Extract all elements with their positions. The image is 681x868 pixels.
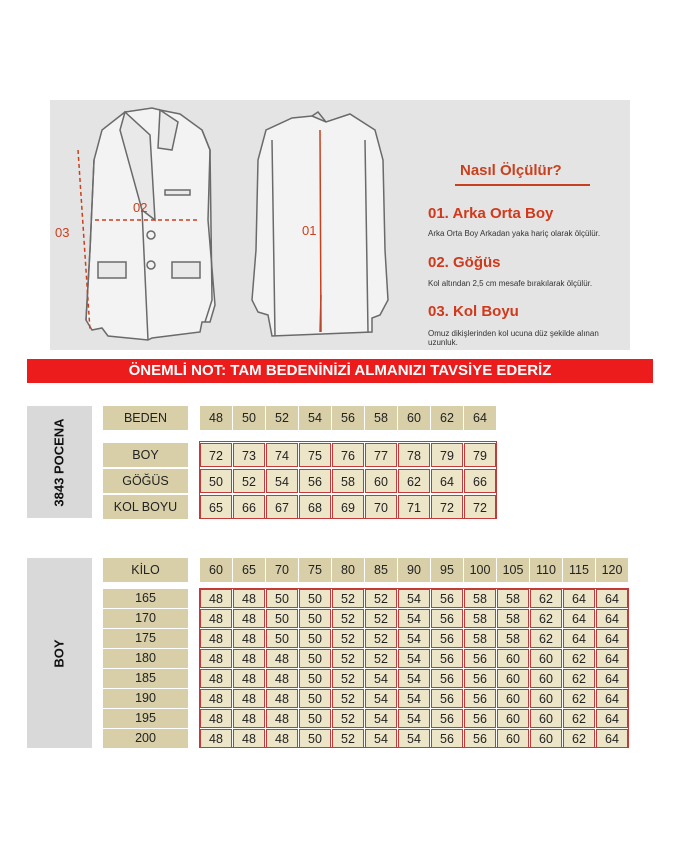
size-cell: 54 bbox=[365, 669, 397, 688]
size-cell: 52 bbox=[332, 689, 364, 708]
weight-header-cell: 90 bbox=[398, 558, 430, 582]
size-cell: 54 bbox=[365, 689, 397, 708]
row-label: BOY bbox=[103, 443, 188, 467]
size-cell: 60 bbox=[497, 729, 529, 748]
step-2-desc: Kol altından 2,5 cm mesafe bırakılarak ölçülür. bbox=[428, 279, 593, 288]
size-cell: 48 bbox=[266, 689, 298, 708]
value-cell: 67 bbox=[266, 495, 298, 519]
weight-header-cell: 65 bbox=[233, 558, 265, 582]
size-cell: 48 bbox=[233, 589, 265, 608]
height-row-label: 190 bbox=[103, 689, 188, 708]
size-cell: 48 bbox=[266, 669, 298, 688]
size-cell: 52 bbox=[332, 649, 364, 668]
size-cell: 50 bbox=[299, 649, 331, 668]
size-cell: 60 bbox=[497, 689, 529, 708]
step-3-desc: Omuz dikişlerinden kol ucuna düz şekilde alınan uzunluk. bbox=[428, 329, 599, 347]
weight-header-cell: 70 bbox=[266, 558, 298, 582]
value-cell: 74 bbox=[266, 443, 298, 467]
weight-header-cell: 60 bbox=[200, 558, 232, 582]
size-cell: 50 bbox=[299, 589, 331, 608]
size-cell: 48 bbox=[233, 729, 265, 748]
size-cell: 56 bbox=[431, 709, 463, 728]
size-cell: 56 bbox=[464, 669, 496, 688]
size-cell: 60 bbox=[497, 649, 529, 668]
weight-header-cell: 95 bbox=[431, 558, 463, 582]
product-code-label: 3843 POCENA bbox=[52, 417, 67, 507]
value-cell: 56 bbox=[299, 469, 331, 493]
height-row-label: 180 bbox=[103, 649, 188, 668]
size-cell: 54 bbox=[398, 709, 430, 728]
weight-header-cell: 115 bbox=[563, 558, 595, 582]
weight-header-cell: 75 bbox=[299, 558, 331, 582]
size-cell: 48 bbox=[200, 709, 232, 728]
chest-measure-label: 02 bbox=[133, 200, 148, 215]
value-cell: 72 bbox=[464, 495, 496, 519]
value-cell: 54 bbox=[266, 469, 298, 493]
size-cell: 56 bbox=[431, 589, 463, 608]
size-cell: 52 bbox=[332, 589, 364, 608]
size-cell: 64 bbox=[596, 689, 628, 708]
value-cell: 71 bbox=[398, 495, 430, 519]
value-cell: 75 bbox=[299, 443, 331, 467]
size-cell: 60 bbox=[530, 709, 562, 728]
size-cell: 50 bbox=[266, 589, 298, 608]
size-cell: 54 bbox=[365, 709, 397, 728]
how-to-measure-title: Nasıl Ölçülür? bbox=[460, 162, 562, 179]
value-cell: 60 bbox=[365, 469, 397, 493]
size-cell: 56 bbox=[431, 689, 463, 708]
value-cell: 68 bbox=[299, 495, 331, 519]
size-header-cell: 54 bbox=[299, 406, 331, 430]
size-cell: 60 bbox=[497, 709, 529, 728]
size-cell: 48 bbox=[200, 629, 232, 648]
size-header-cell: 52 bbox=[266, 406, 298, 430]
size-cell: 64 bbox=[596, 629, 628, 648]
size-cell: 50 bbox=[299, 669, 331, 688]
size-cell: 64 bbox=[563, 609, 595, 628]
size-cell: 64 bbox=[596, 729, 628, 748]
step-1-title: 01. Arka Orta Boy bbox=[428, 205, 554, 222]
size-cell: 64 bbox=[596, 709, 628, 728]
size-cell: 62 bbox=[563, 669, 595, 688]
size-cell: 62 bbox=[563, 709, 595, 728]
size-cell: 62 bbox=[563, 689, 595, 708]
value-cell: 70 bbox=[365, 495, 397, 519]
size-cell: 48 bbox=[200, 669, 232, 688]
size-cell: 54 bbox=[398, 629, 430, 648]
step-1-desc: Arka Orta Boy Arkadan yaka hariç olarak ölçülür. bbox=[428, 229, 601, 238]
size-cell: 48 bbox=[233, 649, 265, 668]
weight-header-cell: 85 bbox=[365, 558, 397, 582]
size-cell: 56 bbox=[464, 729, 496, 748]
size-cell: 60 bbox=[530, 669, 562, 688]
size-cell: 64 bbox=[596, 669, 628, 688]
size-cell: 56 bbox=[431, 669, 463, 688]
size-cell: 54 bbox=[398, 729, 430, 748]
height-row-label: 175 bbox=[103, 629, 188, 648]
size-cell: 52 bbox=[365, 649, 397, 668]
size-cell: 50 bbox=[299, 629, 331, 648]
important-note: ÖNEMLİ NOT: TAM BEDENİNİZİ ALMANIZI TAVSİYE EDERİZ bbox=[27, 359, 653, 383]
size-cell: 48 bbox=[233, 609, 265, 628]
size-cell: 52 bbox=[365, 609, 397, 628]
size-cell: 60 bbox=[530, 729, 562, 748]
size-cell: 54 bbox=[398, 589, 430, 608]
height-row-label: 170 bbox=[103, 609, 188, 628]
size-header-cell: 56 bbox=[332, 406, 364, 430]
size-cell: 56 bbox=[464, 649, 496, 668]
size-cell: 52 bbox=[365, 589, 397, 608]
value-cell: 76 bbox=[332, 443, 364, 467]
size-cell: 50 bbox=[299, 689, 331, 708]
size-cell: 54 bbox=[365, 729, 397, 748]
size-cell: 48 bbox=[200, 589, 232, 608]
size-cell: 54 bbox=[398, 689, 430, 708]
row-label: KOL BOYU bbox=[103, 495, 188, 519]
weight-header-cell: 105 bbox=[497, 558, 529, 582]
size-header-cell: 48 bbox=[200, 406, 232, 430]
size-cell: 48 bbox=[233, 629, 265, 648]
size-cell: 48 bbox=[266, 649, 298, 668]
size-cell: 52 bbox=[332, 709, 364, 728]
step-2-title: 02. Göğüs bbox=[428, 254, 501, 271]
size-cell: 52 bbox=[332, 669, 364, 688]
jacket-front-drawing bbox=[86, 108, 215, 340]
value-cell: 77 bbox=[365, 443, 397, 467]
value-cell: 79 bbox=[464, 443, 496, 467]
height-row-label: 195 bbox=[103, 709, 188, 728]
beden-header: BEDEN bbox=[103, 406, 188, 430]
size-cell: 64 bbox=[563, 629, 595, 648]
weight-header-cell: 80 bbox=[332, 558, 364, 582]
size-cell: 52 bbox=[365, 629, 397, 648]
size-cell: 60 bbox=[497, 669, 529, 688]
size-header-cell: 62 bbox=[431, 406, 463, 430]
value-cell: 65 bbox=[200, 495, 232, 519]
value-cell: 73 bbox=[233, 443, 265, 467]
weight-header-cell: 120 bbox=[596, 558, 628, 582]
size-cell: 62 bbox=[530, 629, 562, 648]
size-cell: 48 bbox=[266, 709, 298, 728]
size-header-cell: 60 bbox=[398, 406, 430, 430]
size-cell: 58 bbox=[497, 609, 529, 628]
title-underline bbox=[455, 184, 590, 186]
size-cell: 60 bbox=[530, 689, 562, 708]
jacket-illustration bbox=[50, 100, 630, 350]
value-cell: 62 bbox=[398, 469, 430, 493]
size-cell: 64 bbox=[596, 589, 628, 608]
size-cell: 48 bbox=[266, 729, 298, 748]
size-cell: 64 bbox=[563, 589, 595, 608]
value-cell: 72 bbox=[431, 495, 463, 519]
size-cell: 50 bbox=[299, 609, 331, 628]
step-3-title: 03. Kol Boyu bbox=[428, 303, 519, 320]
size-cell: 58 bbox=[464, 609, 496, 628]
size-cell: 56 bbox=[431, 649, 463, 668]
value-cell: 69 bbox=[332, 495, 364, 519]
size-cell: 48 bbox=[200, 609, 232, 628]
weight-header-cell: 100 bbox=[464, 558, 496, 582]
size-cell: 48 bbox=[200, 689, 232, 708]
value-cell: 50 bbox=[200, 469, 232, 493]
size-cell: 52 bbox=[332, 629, 364, 648]
table2-side-label bbox=[27, 558, 92, 748]
size-cell: 52 bbox=[332, 609, 364, 628]
size-cell: 50 bbox=[299, 709, 331, 728]
size-cell: 52 bbox=[332, 729, 364, 748]
back-measure-label: 01 bbox=[302, 223, 317, 238]
value-cell: 72 bbox=[200, 443, 232, 467]
size-cell: 48 bbox=[200, 649, 232, 668]
size-cell: 62 bbox=[530, 589, 562, 608]
size-cell: 58 bbox=[464, 589, 496, 608]
value-cell: 58 bbox=[332, 469, 364, 493]
size-cell: 48 bbox=[233, 689, 265, 708]
size-cell: 54 bbox=[398, 649, 430, 668]
size-cell: 56 bbox=[431, 609, 463, 628]
size-cell: 50 bbox=[266, 609, 298, 628]
height-row-label: 200 bbox=[103, 729, 188, 748]
value-cell: 52 bbox=[233, 469, 265, 493]
arm-measure-label: 03 bbox=[55, 225, 70, 240]
kilo-header: KİLO bbox=[103, 558, 188, 582]
size-cell: 58 bbox=[497, 589, 529, 608]
height-row-label: 185 bbox=[103, 669, 188, 688]
size-cell: 48 bbox=[233, 709, 265, 728]
row-label: GÖĞÜS bbox=[103, 469, 188, 493]
height-row-label: 165 bbox=[103, 589, 188, 608]
table1-side-label bbox=[27, 406, 92, 518]
size-cell: 62 bbox=[530, 609, 562, 628]
size-cell: 56 bbox=[464, 689, 496, 708]
size-cell: 60 bbox=[530, 649, 562, 668]
size-cell: 48 bbox=[200, 729, 232, 748]
size-cell: 54 bbox=[398, 609, 430, 628]
size-header-cell: 58 bbox=[365, 406, 397, 430]
measurement-guide bbox=[50, 100, 630, 350]
size-cell: 58 bbox=[464, 629, 496, 648]
size-cell: 56 bbox=[464, 709, 496, 728]
size-header-cell: 50 bbox=[233, 406, 265, 430]
size-cell: 62 bbox=[563, 729, 595, 748]
size-cell: 62 bbox=[563, 649, 595, 668]
size-cell: 56 bbox=[431, 629, 463, 648]
size-cell: 50 bbox=[266, 629, 298, 648]
size-header-cell: 64 bbox=[464, 406, 496, 430]
value-cell: 78 bbox=[398, 443, 430, 467]
size-cell: 64 bbox=[596, 609, 628, 628]
size-cell: 50 bbox=[299, 729, 331, 748]
size-cell: 56 bbox=[431, 729, 463, 748]
value-cell: 66 bbox=[233, 495, 265, 519]
value-cell: 66 bbox=[464, 469, 496, 493]
size-cell: 48 bbox=[233, 669, 265, 688]
weight-header-cell: 110 bbox=[530, 558, 562, 582]
size-cell: 58 bbox=[497, 629, 529, 648]
value-cell: 64 bbox=[431, 469, 463, 493]
value-cell: 79 bbox=[431, 443, 463, 467]
height-axis-label: BOY bbox=[51, 638, 67, 668]
size-cell: 54 bbox=[398, 669, 430, 688]
size-cell: 64 bbox=[596, 649, 628, 668]
